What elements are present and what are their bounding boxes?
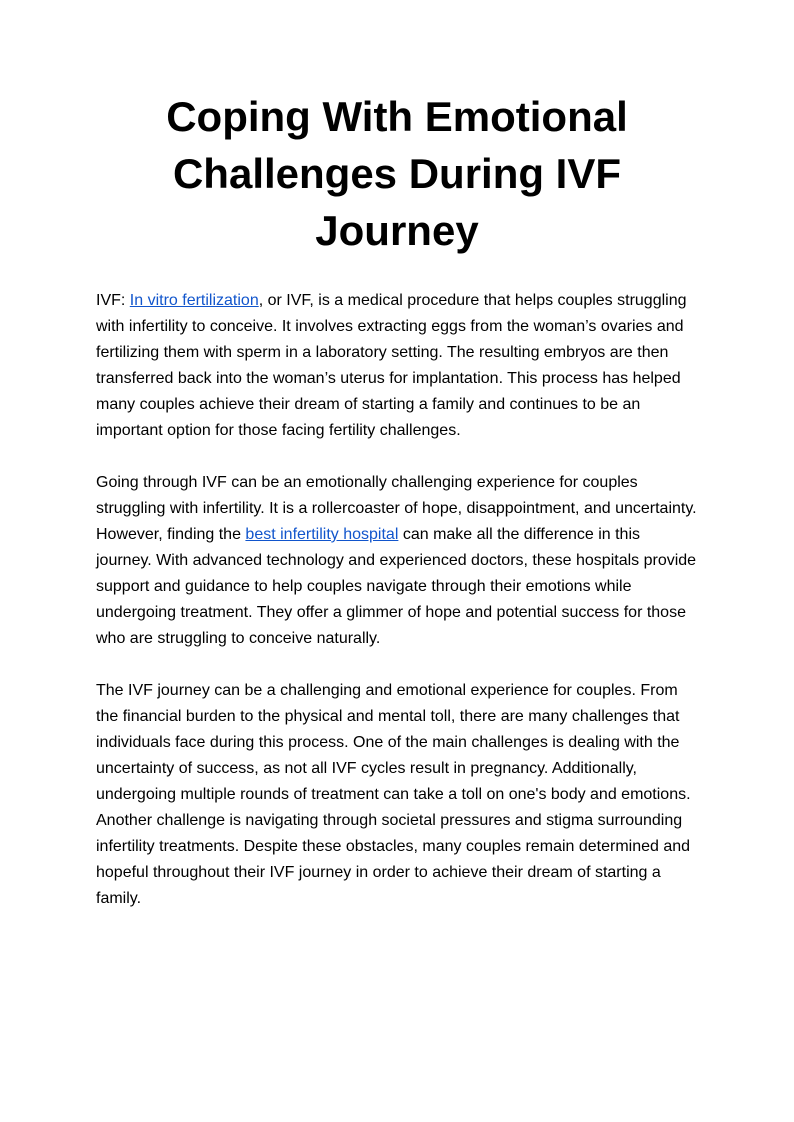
- paragraph-text: , or IVF, is a medical procedure that helps couples struggling with infertility to conceive. It involves extracting eggs from the woman’s ovaries and fertilizing them with sperm in a laboratory setting. The resulting embryos are then transferred back into the woman’s uterus for implantation. This process has helped many couples achieve their dream of starting a family and continues to be an important option for those facing fertility challenges.: [96, 292, 687, 439]
- paragraph-intro: [96, 288, 698, 444]
- paragraph-text: IVF:: [96, 292, 130, 309]
- link-best-infertility-hospital[interactable]: best infertility hospital: [245, 526, 399, 543]
- link-in-vitro-fertilization[interactable]: In vitro fertilization: [129, 292, 259, 309]
- paragraph-challenges: [96, 678, 698, 912]
- paragraph-hospital: [96, 470, 698, 652]
- paragraph-text: can make all the difference in this journey. With advanced technology and experienced doctors, these hospitals provide support and guidance to help couples navigate through their emotions while undergoing treatment. They offer a glimmer of hope and potential success for those who are struggling to conceive naturally.: [96, 526, 697, 647]
- paragraph-text: The IVF journey can be a challenging and emotional experience for couples. From the financial burden to the physical and mental toll, there are many challenges that individuals face during this process. One of the main challenges is dealing with the uncertainty of success, as not all IVF cycles result in pregnancy. Additionally, undergoing multiple rounds of treatment can take a toll on one's body and emotions. Another challenge is navigating through societal pressures and stigma surrounding infertility treatments. Despite these obstacles, many couples remain determined and hopeful throughout their IVF journey in order to achieve their dream of starting a family.: [96, 682, 691, 907]
- document-title: Coping With Emotional Challenges During IVF Journey: [166, 93, 628, 254]
- paragraph-text: Going through IVF can be an emotionally challenging experience for couples struggling with infertility. It is a rollercoaster of hope, disappointment, and uncertainty. However, finding the: [96, 474, 697, 543]
